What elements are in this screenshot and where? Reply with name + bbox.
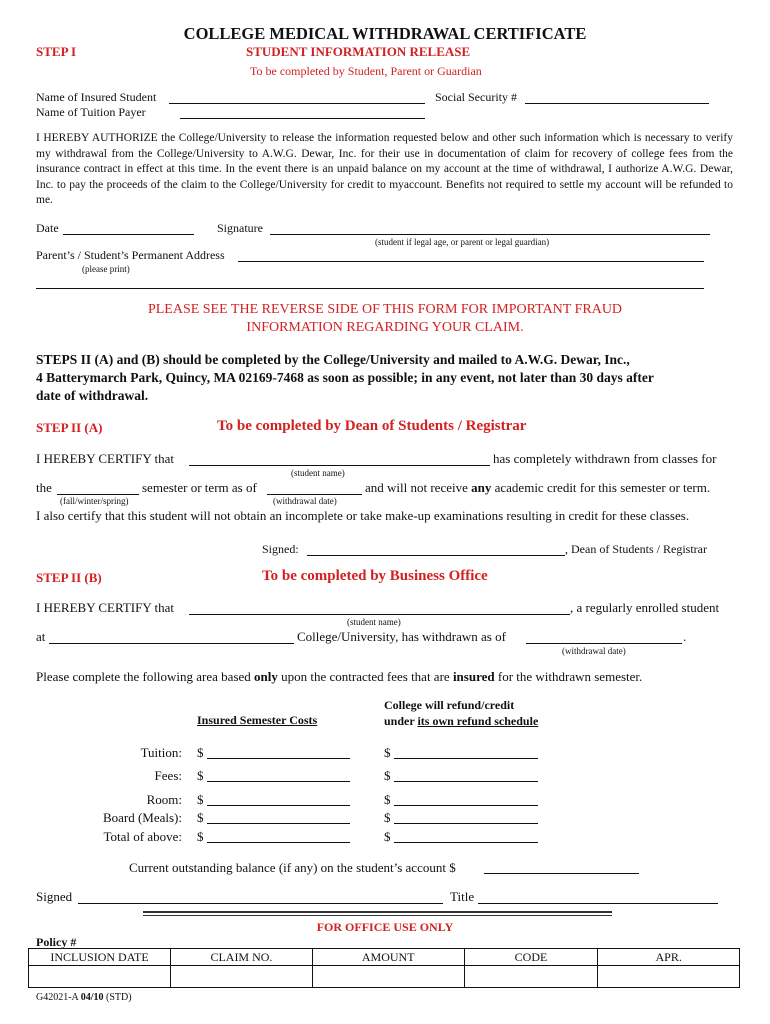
- credit-text-any: any: [471, 480, 492, 495]
- room-label: Room:: [146, 792, 182, 807]
- step2b-withdrawal-date-field[interactable]: [526, 643, 682, 644]
- business-office-signature-field[interactable]: [78, 903, 443, 904]
- total-refund-currency: $: [384, 829, 391, 844]
- signature-label: Signature: [217, 221, 263, 235]
- room-insured-currency: $: [197, 792, 204, 807]
- credit-text-pre: and will not receive: [365, 480, 468, 495]
- refund-header-line1: College will refund/credit: [384, 698, 515, 712]
- step1-heading: STUDENT INFORMATION RELEASE: [246, 44, 471, 59]
- step2b-student-name-field[interactable]: [189, 614, 570, 615]
- board-refund-currency: $: [384, 810, 391, 825]
- step2b-student-name-note: (student name): [347, 617, 401, 627]
- office-col-apr: APR.: [598, 949, 740, 966]
- inclusion-date-cell[interactable]: [29, 966, 171, 988]
- refund-header-under: under: [384, 714, 415, 728]
- signature-note: (student if legal age, or parent or legal guardian): [375, 237, 550, 247]
- form-number: [36, 992, 132, 1003]
- tuition-refund-currency: $: [384, 745, 391, 760]
- fraud-notice-line2: INFORMATION REGARDING YOUR CLAIM.: [246, 320, 524, 335]
- dean-signature-field[interactable]: [307, 555, 565, 556]
- refund-header-line2: [384, 714, 538, 729]
- total-insured-field[interactable]: [207, 842, 350, 843]
- step2a-withdrawal-note: (withdrawal date): [273, 496, 337, 506]
- room-insured-field[interactable]: [207, 805, 350, 806]
- signature-field[interactable]: [270, 234, 710, 235]
- step1-label: STEP I: [36, 44, 77, 59]
- office-divider: [143, 911, 612, 916]
- office-table-header-row: [29, 949, 740, 966]
- date-field[interactable]: [63, 234, 194, 235]
- semester-note: (fall/winter/spring): [60, 496, 129, 506]
- cost-instructions: [36, 669, 642, 685]
- instr-mid: upon the contracted fees that are: [281, 669, 450, 684]
- instr-pre: Please complete the following area based: [36, 669, 251, 684]
- board-insured-currency: $: [197, 810, 204, 825]
- steps2-intro-line3: date of withdrawal.: [36, 388, 149, 403]
- step2a-credit-text: [365, 480, 710, 496]
- fees-refund-field[interactable]: [394, 781, 538, 782]
- step2b-certify-prefix: I HEREBY CERTIFY that: [36, 600, 174, 615]
- office-col-claim-no: CLAIM NO.: [171, 949, 313, 966]
- address-label: Parent’s / Student’s Permanent Address: [36, 248, 225, 262]
- step2a-label: STEP II (A): [36, 420, 103, 435]
- step2b-college-text: College/University, has withdrawn as of: [297, 629, 506, 644]
- date-label: Date: [36, 221, 59, 235]
- room-refund-field[interactable]: [394, 805, 538, 806]
- form-title: COLLEGE MEDICAL WITHDRAWAL CERTIFICATE: [183, 24, 587, 43]
- policy-label: Policy #: [36, 935, 77, 949]
- step2a-the-label: the: [36, 480, 52, 495]
- fees-insured-currency: $: [197, 768, 204, 783]
- balance-label: Current outstanding balance (if any) on the student’s account $: [129, 860, 456, 875]
- amount-cell[interactable]: [312, 966, 464, 988]
- step2a-semester-text: semester or term as of: [142, 480, 257, 495]
- ssn-label: Social Security #: [435, 90, 517, 104]
- steps2-intro-line2: 4 Batterymarch Park, Quincy, MA 02169-7468 as soon as possible; in any event, not later than 30 days after: [36, 370, 654, 385]
- office-col-code: CODE: [464, 949, 598, 966]
- step2b-certify-suffix: , a regularly enrolled student: [570, 600, 720, 615]
- instr-post: for the withdrawn semester.: [497, 669, 643, 684]
- step2a-heading: To be completed by Dean of Students / Registrar: [217, 418, 527, 434]
- title-label: Title: [450, 889, 475, 904]
- claim-no-cell[interactable]: [171, 966, 313, 988]
- step2a-signed-label: Signed:: [262, 542, 299, 556]
- insured-costs-header: Insured Semester Costs: [197, 713, 318, 727]
- office-use-heading: FOR OFFICE USE ONLY: [316, 920, 454, 934]
- board-refund-field[interactable]: [394, 823, 538, 824]
- college-name-field[interactable]: [49, 643, 294, 644]
- total-label: Total of above:: [103, 829, 182, 844]
- fees-refund-currency: $: [384, 768, 391, 783]
- fees-label: Fees:: [154, 768, 182, 783]
- title-field[interactable]: [478, 903, 718, 904]
- total-refund-field[interactable]: [394, 842, 538, 843]
- credit-text-post: academic credit for this semester or term.: [494, 480, 711, 495]
- address-note: (please print): [82, 264, 130, 274]
- fraud-notice-line1: PLEASE SEE THE REVERSE SIDE OF THIS FORM FOR IMPORTANT FRAUD: [147, 302, 623, 317]
- step2b-at-label: at: [36, 629, 46, 644]
- refund-header-schedule: its own refund schedule: [417, 714, 539, 728]
- form-number-suffix: (STD): [106, 992, 132, 1003]
- step2b-signed-label: Signed: [36, 889, 73, 904]
- tuition-label: Tuition:: [140, 745, 182, 760]
- room-refund-currency: $: [384, 792, 391, 807]
- step1-subheading: To be completed by Student, Parent or Guardian: [250, 64, 482, 78]
- tuition-insured-field[interactable]: [207, 758, 350, 759]
- steps2-intro-line1: STEPS II (A) and (B) should be completed by the College/University and mailed to A.W.G. Dewar, Inc.,: [36, 352, 630, 367]
- step2a-withdrawal-date-field[interactable]: [267, 494, 362, 495]
- step2a-student-name-note: (student name): [291, 468, 345, 478]
- apr-cell[interactable]: [598, 966, 740, 988]
- step2a-signed-suffix: , Dean of Students / Registrar: [565, 542, 707, 556]
- fees-insured-field[interactable]: [207, 781, 350, 782]
- instr-only: only: [254, 669, 278, 684]
- ssn-field[interactable]: [525, 103, 709, 104]
- authorization-paragraph: I HEREBY AUTHORIZE the College/University to release the information requested below and other such information which is necessary to verify my withdrawal from the College/University to A.W.G. Dewar, Inc. for their use in documentation of claim for recovery of college fees from the insurance contract in effect at this time. In the event there is an unpaid balance on my account at the time of withdrawal, I authorize A.W.G. Dewar, Inc. to pay the proceeds of the claim to the College/University for credit to myaccount. Benefits not required to settle my account will be refunded to me.: [36, 132, 733, 206]
- total-insured-currency: $: [197, 829, 204, 844]
- board-label: Board (Meals):: [102, 810, 182, 825]
- tuition-refund-field[interactable]: [394, 758, 538, 759]
- step2a-student-name-field[interactable]: [189, 465, 490, 466]
- step2a-certify-prefix: I HEREBY CERTIFY that: [36, 451, 174, 466]
- step2b-label: STEP II (B): [36, 570, 102, 585]
- address-field-line2[interactable]: [36, 288, 704, 289]
- tuition-payer-label: Name of Tuition Payer: [36, 105, 146, 119]
- step2b-period: .: [683, 629, 687, 644]
- step2b-heading: To be completed by Business Office: [262, 568, 488, 584]
- office-table-entry-row: [29, 966, 740, 988]
- insured-student-field[interactable]: [169, 103, 425, 104]
- form-number-version: 04/10: [80, 992, 104, 1003]
- office-use-table: [28, 948, 740, 988]
- address-field[interactable]: [238, 261, 704, 262]
- tuition-insured-currency: $: [197, 745, 204, 760]
- office-col-inclusion-date: INCLUSION DATE: [29, 949, 171, 966]
- insured-student-label: Name of Insured Student: [36, 90, 157, 104]
- semester-field[interactable]: [57, 494, 139, 495]
- office-col-amount: AMOUNT: [312, 949, 464, 966]
- step2a-certify-suffix: has completely withdrawn from classes for: [493, 451, 717, 466]
- code-cell[interactable]: [464, 966, 598, 988]
- step2b-withdrawal-note: (withdrawal date): [562, 646, 626, 656]
- form-number-prefix: G42021-A: [36, 992, 79, 1003]
- also-certify-text: I also certify that this student will not obtain an incomplete or take make-up examinations resulting in credit for these classes.: [36, 508, 690, 523]
- tuition-payer-field[interactable]: [180, 118, 425, 119]
- board-insured-field[interactable]: [207, 823, 350, 824]
- instr-insured: insured: [452, 669, 495, 684]
- balance-field[interactable]: [484, 873, 639, 874]
